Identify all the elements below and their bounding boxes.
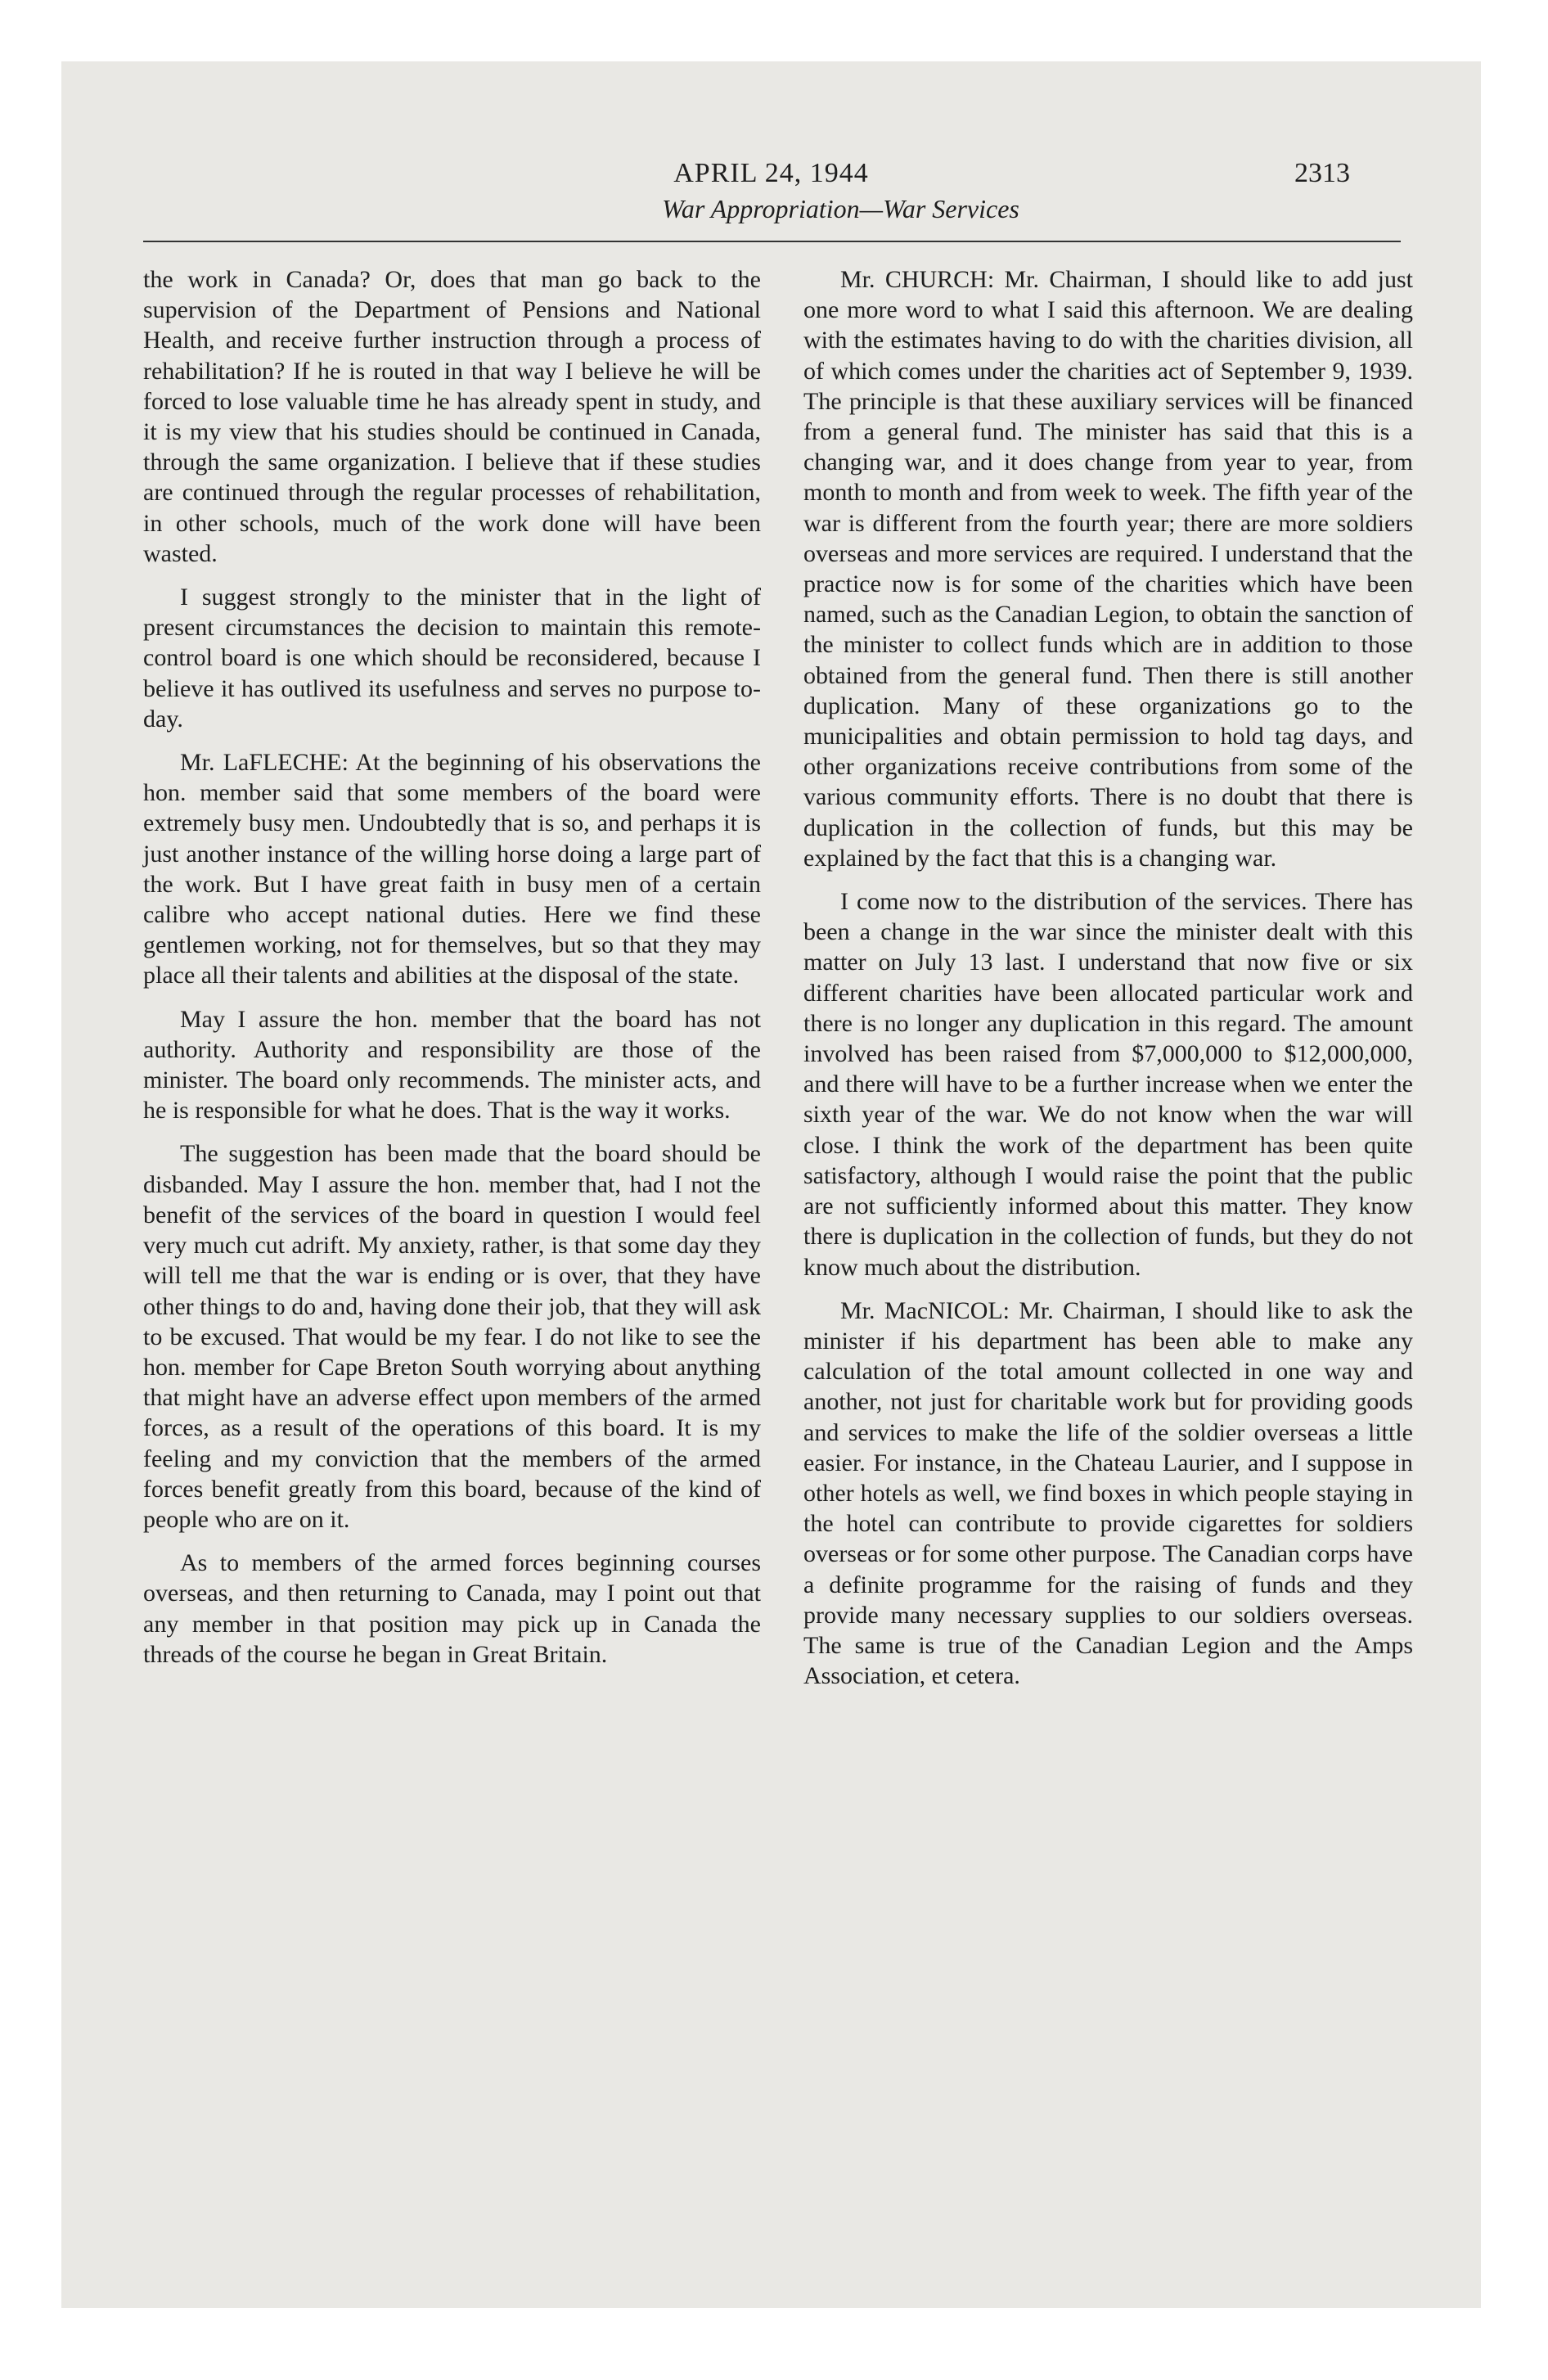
right-column (803, 264, 1413, 1704)
page-number: 2313 (1294, 158, 1350, 188)
paragraph: I suggest strongly to the minister that in the light of present circumstances the decision to maintain this remote-control board is one which should be reconsidered, because I believe it has outlived its usefulness and serves no purpose to-day. (143, 584, 761, 732)
header-date: APRIL 24, 1944 (673, 158, 869, 188)
page (61, 61, 1481, 2308)
paragraph: the work in Canada? Or, does that man go back to the supervision of the Department of Pensions and National Health, and receive further instruction through a process of rehabilitation? If he is routed in that way I believe he will be forced to lose valuable time he has already spent in study, and it is my view that his studies should be continued in Canada, through the same organization. I believe that if these studies are continued through the regular processes of rehabilitation, in other schools, much of the work done will have been wasted. (143, 266, 761, 567)
paragraph: I come now to the distribution of the services. There has been a change in the war since the minister dealt with this matter on July 13 last. I understand that now five or six different charities have been allocated particular work and there is no longer any duplication in this regard. The amount involved has been raised from $7,000,000 to $12,000,000, and there will have to be a further increase when we enter the sixth year of the war. We do not know when the war will close. I think the work of the department has been quite satisfactory, although I would raise the point that the public are not sufficiently informed about this matter. They know there is duplication in the collection of funds, but they do not know much about the distribution. (803, 888, 1413, 1281)
paragraph: Mr. LaFLECHE: At the beginning of his observations the hon. member said that some members of the board were extremely busy men. Undoubtedly that is so, and perhaps it is just another instance of the willing horse doing a large part of the work. But I have great faith in busy men of a certain calibre who accept national duties. Here we find these gentlemen working, not for themselves, but so that they may place all their talents and abilities at the disposal of the state. (143, 749, 761, 989)
left-column (143, 264, 761, 1683)
paragraph: May I assure the hon. member that the board has not authority. Authority and responsibility are those of the minister. The board only recommends. The minister acts, and he is responsible for what he does. That is the way it works. (143, 1005, 761, 1125)
paragraph: Mr. CHURCH: Mr. Chairman, I should like to add just one more word to what I said this afternoon. We are dealing with the estimates having to do with the charities division, all of which comes under the charities act of September 9, 1939. The principle is that these auxiliary services will be financed from a general fund. The minister has said that this is a changing war, and it does change from year to year, from month to month and from week to week. The fifth year of the war is different from the fourth year; there are more soldiers overseas and more services are required. I understand that the practice now is for some of the charities which have been named, such as the Canadian Legion, to obtain the sanction of the minister to collect funds which are in addition to those obtained from the general fund. Then there is still another duplication. Many of these organizations go to the municipalities and obtain permission to hold tag days, and other organizations receive contributions from some of the various community efforts. There is no doubt that there is duplication in the collection of funds, but this may be explained by the fact that this is a changing war. (803, 266, 1413, 872)
header-rule (143, 241, 1401, 242)
header-subtitle: War Appropriation—War Services (662, 194, 1019, 223)
paragraph: The suggestion has been made that the board should be disbanded. May I assure the hon. member that, had I not the benefit of the services of the board in question I would feel very much cut adrift. My anxiety, rather, is that some day they will tell me that the war is ending or is over, that they have other things to do and, having done their job, that they will ask to be excused. That would be my fear. I do not like to see the hon. member for Cape Breton South worrying about anything that might have an adverse effect upon members of the armed forces, as a result of the operations of this board. It is my feeling and my conviction that the members of the armed forces benefit greatly from this board, because of the kind of people who are on it. (143, 1140, 761, 1533)
paragraph: Mr. MacNICOL: Mr. Chairman, I should like to ask the minister if his department has been able to make any calculation of the total amount collected in one way and another, not just for charitable work but for providing goods and services to make the life of the soldier overseas a little easier. For instance, in the Chateau Laurier, and I suppose in other hotels as well, we find boxes in which people staying in the hotel can contribute to provide cigarettes for soldiers overseas or for some other purpose. The Canadian corps have a definite programme for the raising of funds and they provide many necessary supplies to our soldiers overseas. The same is true of the Canadian Legion and the Amps Association, et cetera. (803, 1296, 1413, 1690)
page-header (61, 158, 1481, 240)
paragraph: As to members of the armed forces beginning courses overseas, and then returning to Canada, may I point out that any member in that position may pick up in Canada the threads of the course he began in Great Britain. (143, 1549, 761, 1668)
